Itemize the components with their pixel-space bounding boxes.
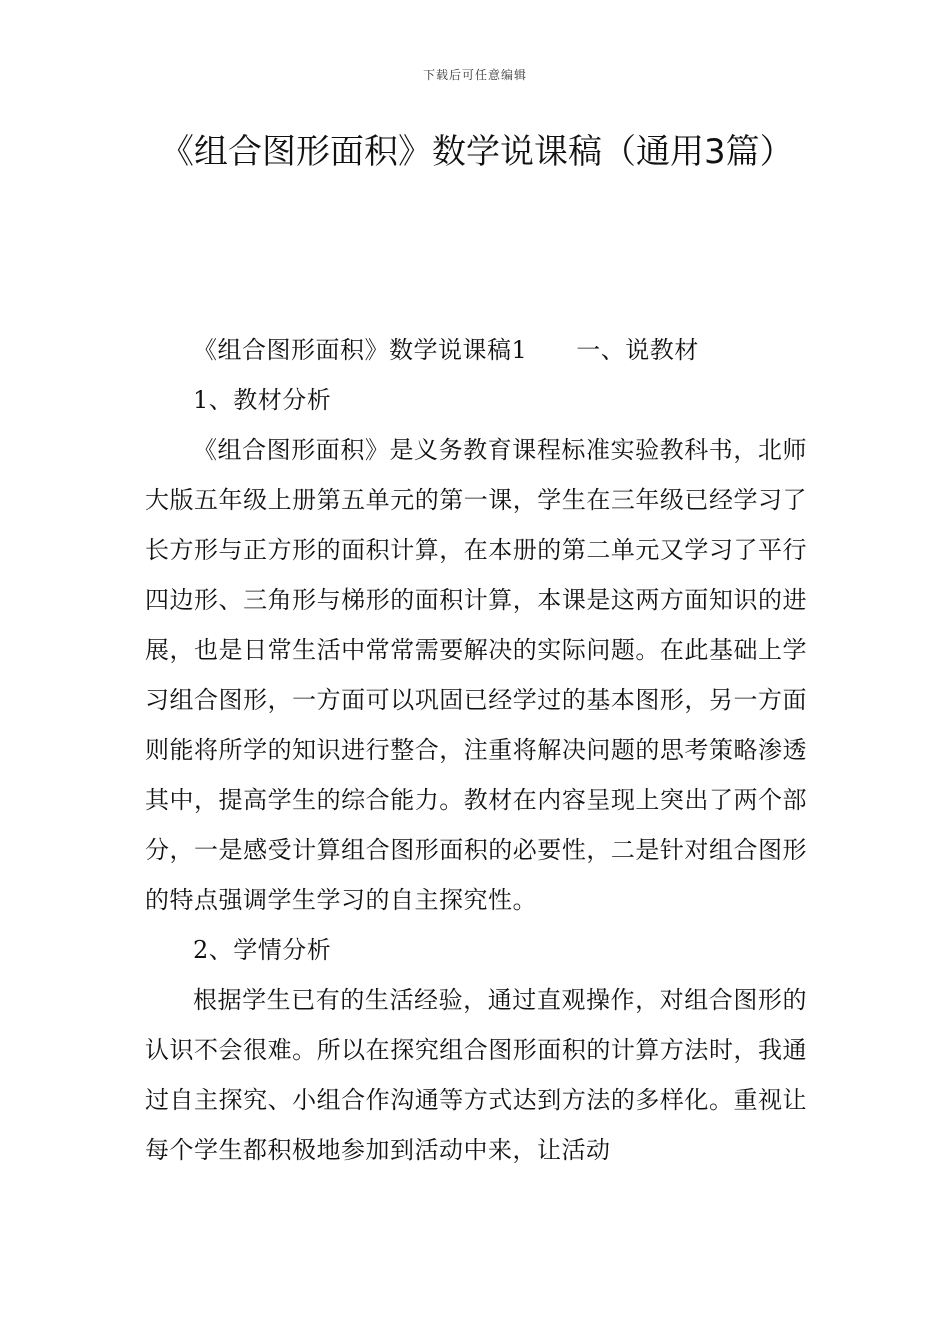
section-heading-paragraph: 《组合图形面积》数学说课稿1 一、说教材	[193, 336, 699, 364]
document-body	[145, 325, 807, 1175]
download-note: 下载后可任意编辑	[422, 68, 527, 82]
subheading-student-analysis: 2、学情分析	[193, 936, 332, 964]
document-title: 《组合图形面积》数学说课稿（通用3篇）	[160, 132, 794, 172]
paragraph-student-analysis: 根据学生已有的生活经验，通过直观操作，对组合图形的认识不会很难。所以在探究组合图形面积的计算方法时，我通过自主探究、小组合作沟通等方式达到方法的多样化。重视让每个学生都积极地参加到活动中来，让活动	[145, 986, 807, 1164]
paragraph-textbook-analysis: 《组合图形面积》是义务教育课程标准实验教科书，北师大版五年级上册第五单元的第一课，学生在三年级已经学习了长方形与正方形的面积计算，在本册的第二单元又学习了平行四边形、三角形与梯形的面积计算，本课是这两方面知识的进展，也是日常生活中常常需要解决的实际问题。在此基础上学习组合图形，一方面可以巩固已经学过的基本图形，另一方面则能将所学的知识进行整合，注重将解决问题的思考策略渗透其中，提高学生的综合能力。教材在内容呈现上突出了两个部分，一是感受计算组合图形面积的必要性，二是针对组合图形的特点强调学生学习的自主探究性。	[145, 436, 807, 914]
subheading-textbook-analysis: 1、教材分析	[193, 386, 332, 414]
